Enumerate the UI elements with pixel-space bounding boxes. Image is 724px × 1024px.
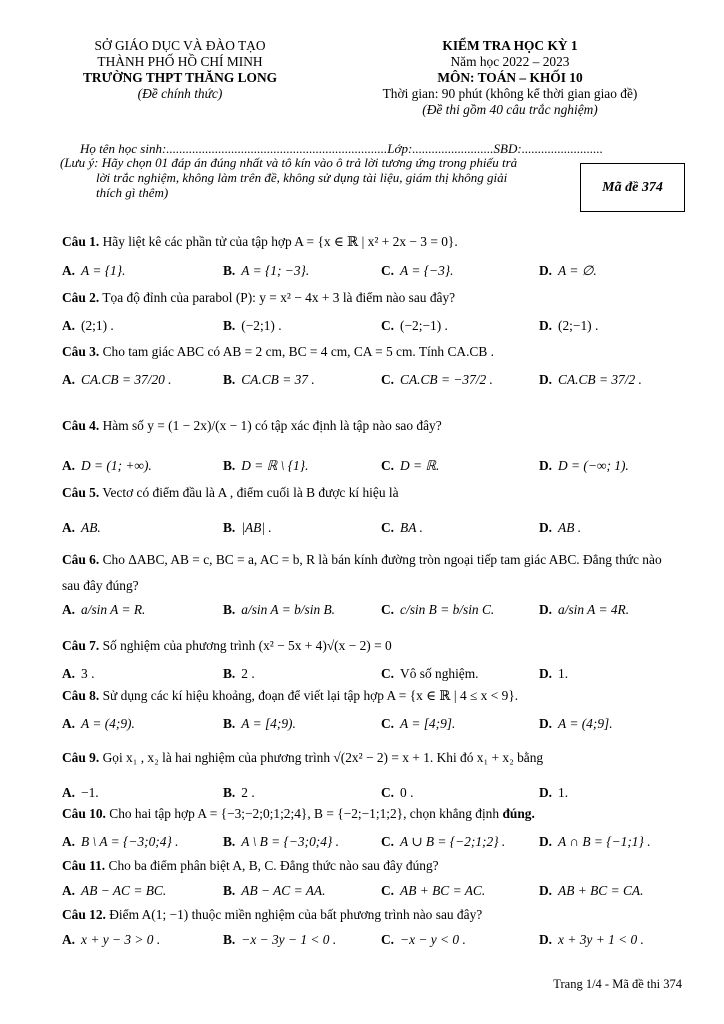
exam-code-box: Mã đề 374 [580, 163, 685, 212]
question-7-options [62, 666, 682, 686]
note-line-1: (Lưu ý: Hãy chọn 01 đáp án đúng nhất và tô kín vào ô trả lời tương ứng trong phiếu trả [60, 155, 518, 170]
question-label: Câu 8. [62, 688, 100, 703]
question-5-options [62, 520, 682, 540]
question-text: Số nghiệm của phương trình (x² − 5x + 4)√(x − 2) = 0 [102, 638, 392, 653]
option-b[interactable]: B. A = {1; −3}. [223, 263, 310, 278]
question-5 [62, 485, 672, 501]
student-info-line: Họ tên học sinh:....................................................................Lớp:.........................SBD:......................... [80, 141, 603, 156]
question-8 [62, 688, 672, 704]
option-c[interactable]: C. A = {−3}. [381, 263, 454, 278]
question-emphasis: đúng. [502, 806, 535, 821]
option-d[interactable]: D. AB + BC = CA. [539, 883, 644, 898]
question-1 [62, 234, 672, 250]
question-3-options [62, 372, 682, 392]
option-b[interactable]: B. 2 . [223, 785, 255, 800]
question-9-options [62, 785, 682, 805]
question-10-options [62, 834, 682, 854]
question-4 [62, 418, 672, 434]
option-c[interactable]: C. A = [4;9]. [381, 716, 456, 731]
option-c[interactable]: C. CA.CB = −37/2 . [381, 372, 493, 387]
option-b[interactable]: B. CA.CB = 37 . [223, 372, 315, 387]
option-b[interactable]: B. 2 . [223, 666, 255, 681]
option-b[interactable]: B. D = ℝ \ {1}. [223, 458, 309, 473]
department-name: SỞ GIÁO DỤC VÀ ĐÀO TẠO [94, 38, 266, 53]
option-d[interactable]: D. x + 3y + 1 < 0 . [539, 932, 644, 947]
option-c[interactable]: C. BA . [381, 520, 423, 535]
option-d[interactable]: D. 1. [539, 785, 569, 800]
option-a[interactable]: A. AB. [62, 520, 101, 535]
question-9 [62, 750, 672, 766]
option-a[interactable]: A. AB − AC = BC. [62, 883, 167, 898]
question-12-options [62, 932, 682, 952]
question-text: Cho tam giác ABC có AB = 2 cm, BC = 4 cm, CA = 5 cm. Tính CA.CB . [102, 344, 494, 359]
option-b[interactable]: B. (−2;1) . [223, 318, 282, 333]
exam-title: KIỂM TRA HỌC KỲ 1 [442, 38, 578, 53]
option-c[interactable]: C. D = ℝ. [381, 458, 440, 473]
question-1-options [62, 263, 682, 283]
question-text: Hãy liệt kê các phần tử của tập hợp A = {x ∈ ℝ | x² + 2x − 3 = 0}. [102, 234, 458, 249]
question-6 [62, 547, 672, 599]
option-c[interactable]: C. AB + BC = AC. [381, 883, 486, 898]
note-line-2: lời trắc nghiệm, không làm trên đề, không sử dụng tài liệu, giám thị không giải [96, 170, 508, 185]
question-label: Câu 2. [62, 290, 100, 305]
option-d[interactable]: D. A = (4;9]. [539, 716, 613, 731]
question-7 [62, 638, 672, 654]
option-c[interactable]: C. Vô số nghiệm. [381, 666, 479, 681]
school-name: TRƯỜNG THPT THĂNG LONG [82, 70, 278, 85]
question-label: Câu 3. [62, 344, 100, 359]
question-text: Cho hai tập hợp A = {−3;−2;0;1;2;4}, B = {−2;−1;1;2}, chọn khẳng định [109, 806, 500, 821]
question-label: Câu 10. [62, 806, 106, 821]
question-2 [62, 290, 672, 306]
option-a[interactable]: A. CA.CB = 37/20 . [62, 372, 172, 387]
question-label: Câu 11. [62, 858, 106, 873]
question-label: Câu 5. [62, 485, 100, 500]
question-label: Câu 1. [62, 234, 100, 249]
question-text: Tọa độ đỉnh của parabol (P): y = x² − 4x + 3 là điểm nào sau đây? [102, 290, 456, 305]
option-b[interactable]: B. |AB| . [223, 520, 272, 535]
question-label: Câu 7. [62, 638, 100, 653]
question-10 [62, 806, 672, 822]
question-8-options [62, 716, 682, 736]
option-a[interactable]: A. B \ A = {−3;0;4} . [62, 834, 179, 849]
instructions-note [60, 155, 580, 200]
option-c[interactable]: C. c/sin B = b/sin C. [381, 602, 495, 617]
option-c[interactable]: C. −x − y < 0 . [381, 932, 466, 947]
question-4-options [62, 458, 682, 478]
question-text: Điểm A(1; −1) thuộc miền nghiệm của bất phương trình nào sau đây? [109, 907, 483, 922]
option-a[interactable]: A. x + y − 3 > 0 . [62, 932, 161, 947]
question-11 [62, 858, 672, 874]
question-text: Cho ΔABC, AB = c, BC = a, AC = b, R là bán kính đường tròn ngoại tiếp tam giác ABC. Đẳng thức nào sau đây đúng? [62, 552, 662, 593]
school-year: Năm học 2022 – 2023 [450, 54, 570, 69]
question-label: Câu 6. [62, 552, 100, 567]
question-count: (Đề thi gồm 40 câu trắc nghiệm) [422, 102, 598, 117]
question-label: Câu 4. [62, 418, 100, 433]
question-text: Vectơ có điểm đầu là A , điểm cuối là B được kí hiệu là [102, 485, 399, 500]
option-c[interactable]: C. 0 . [381, 785, 414, 800]
question-text: Hàm số y = (1 − 2x)/(x − 1) có tập xác định là tập nào sao đây? [102, 418, 442, 433]
question-text: Cho ba điểm phân biệt A, B, C. Đẳng thức nào sau đây đúng? [108, 858, 439, 873]
option-b[interactable]: B. a/sin A = b/sin B. [223, 602, 336, 617]
option-d[interactable]: D. 1. [539, 666, 569, 681]
option-b[interactable]: B. −x − 3y − 1 < 0 . [223, 932, 337, 947]
option-d[interactable]: D. A = ∅. [539, 263, 597, 278]
option-a[interactable]: A. (2;1) . [62, 318, 114, 333]
question-6-options [62, 602, 682, 622]
note-line-3: thích gì thêm) [96, 185, 169, 200]
option-a[interactable]: A. A = {1}. [62, 263, 126, 278]
option-d[interactable]: D. AB . [539, 520, 582, 535]
header-left [60, 38, 300, 102]
option-d[interactable]: D. (2;−1) . [539, 318, 599, 333]
option-d[interactable]: D. D = (−∞; 1). [539, 458, 629, 473]
page-footer: Trang 1/4 - Mã đề thi 374 [553, 977, 682, 991]
option-a[interactable]: A. 3 . [62, 666, 95, 681]
question-11-options [62, 883, 682, 903]
option-c[interactable]: C. (−2;−1) . [381, 318, 448, 333]
subject: MÔN: TOÁN – KHỐI 10 [437, 70, 583, 85]
question-text: Sử dụng các kí hiệu khoảng, đoạn để viết lại tập hợp A = {x ∈ ℝ | 4 ≤ x < 9}. [102, 688, 519, 703]
option-c[interactable]: C. A ∪ B = {−2;1;2} . [381, 834, 506, 849]
option-b[interactable]: B. A \ B = {−3;0;4} . [223, 834, 339, 849]
option-d[interactable]: D. a/sin A = 4R. [539, 602, 630, 617]
option-b[interactable]: B. AB − AC = AA. [223, 883, 326, 898]
question-2-options [62, 318, 682, 338]
question-3 [62, 344, 672, 360]
option-a[interactable]: A. −1. [62, 785, 99, 800]
option-a[interactable]: A. D = (1; +∞). [62, 458, 152, 473]
option-a[interactable]: A. A = (4;9). [62, 716, 135, 731]
city-name: THÀNH PHỐ HỒ CHÍ MINH [97, 54, 263, 69]
question-12 [62, 907, 672, 923]
official-note: (Đề chính thức) [137, 86, 223, 101]
question-label: Câu 9. [62, 750, 100, 765]
option-d[interactable]: D. A ∩ B = {−1;1} . [539, 834, 651, 849]
question-label: Câu 12. [62, 907, 106, 922]
header-right [330, 38, 690, 118]
exam-time: Thời gian: 90 phút (không kể thời gian giao đề) [382, 86, 638, 101]
option-a[interactable]: A. a/sin A = R. [62, 602, 146, 617]
option-d[interactable]: D. CA.CB = 37/2 . [539, 372, 642, 387]
option-b[interactable]: B. A = [4;9). [223, 716, 296, 731]
question-text: Gọi x₁ , x₂ là hai nghiệm của phương trình √(2x² − 2) = x + 1. Khi đó x₁ + x₂ bằng [102, 750, 544, 765]
